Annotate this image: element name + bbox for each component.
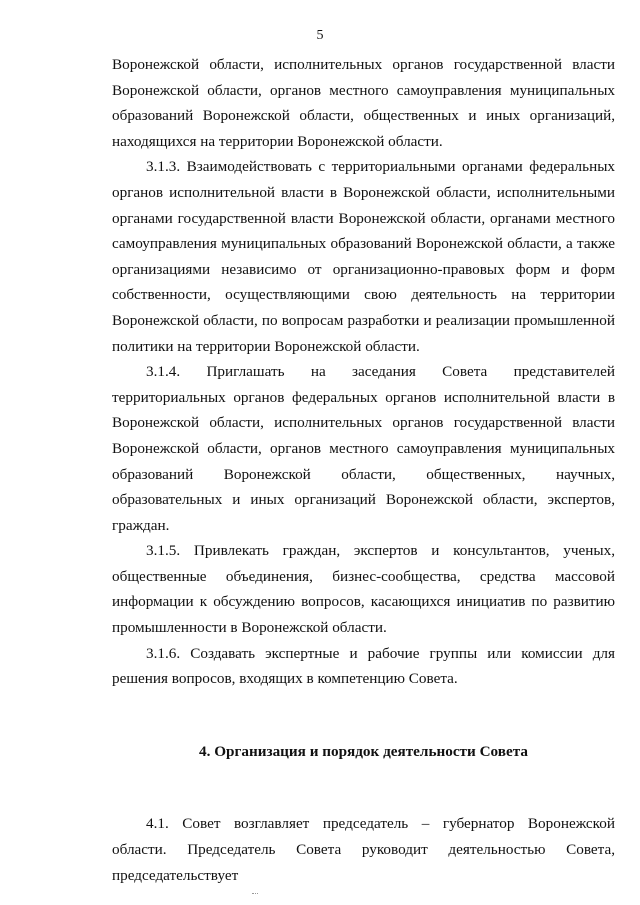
- section-heading: 4. Организация и порядок деятельности Совета: [199, 742, 528, 760]
- scan-mark: [252, 893, 258, 895]
- paragraph-3-1-6: 3.1.6. Создавать экспертные и рабочие группы или комиссии для решения вопросов, входящих в компетенцию Совета.: [112, 644, 615, 688]
- paragraph-4-1: 4.1. Совет возглавляет председатель – губернатор Воронежской области. Председатель Совета руководит деятельностью Совета, председательствует: [112, 815, 615, 884]
- page-number: 5: [316, 28, 324, 43]
- paragraph-3-1-3: 3.1.3. Взаимодействовать с территориальными органами федеральных органов исполнительной власти в Воронежской области, исполнительными органами государственной власти Воронежской области, органами местного самоуправления муниципальных образований Воронежской области, а также организациями независимо от организационно-правовых форм и форм собственности, осуществляющими свою деятельность на территории Воронежской области, по вопросам разработки и реализации промышленной политики на территории Воронежской области.: [112, 158, 615, 355]
- paragraph-3-1-5: 3.1.5. Привлекать граждан, экспертов и консультантов, ученых, общественные объединения, бизнес-сообщества, средства массовой информации к обсуждению вопросов, касающихся инициатив по развитию промышленности в Воронежской области.: [112, 542, 615, 637]
- paragraph-continuation: Воронежской области, исполнительных органов государственной власти Воронежской области, органов местного самоуправления муниципальных образований Воронежской области, общественных и иных организаций, находящихся на территории Воронежской области.: [112, 56, 615, 150]
- document-body: [112, 52, 615, 888]
- paragraph-3-1-4: 3.1.4. Приглашать на заседания Совета представителей территориальных органов федеральных органов исполнительной власти в Воронежской области, исполнительных органов государственной власти Воронежской области, органов местного самоуправления муниципальных образований Воронежской области, общественных, научных, образовательных и иных организаций Воронежской области, экспертов, граждан.: [112, 363, 615, 534]
